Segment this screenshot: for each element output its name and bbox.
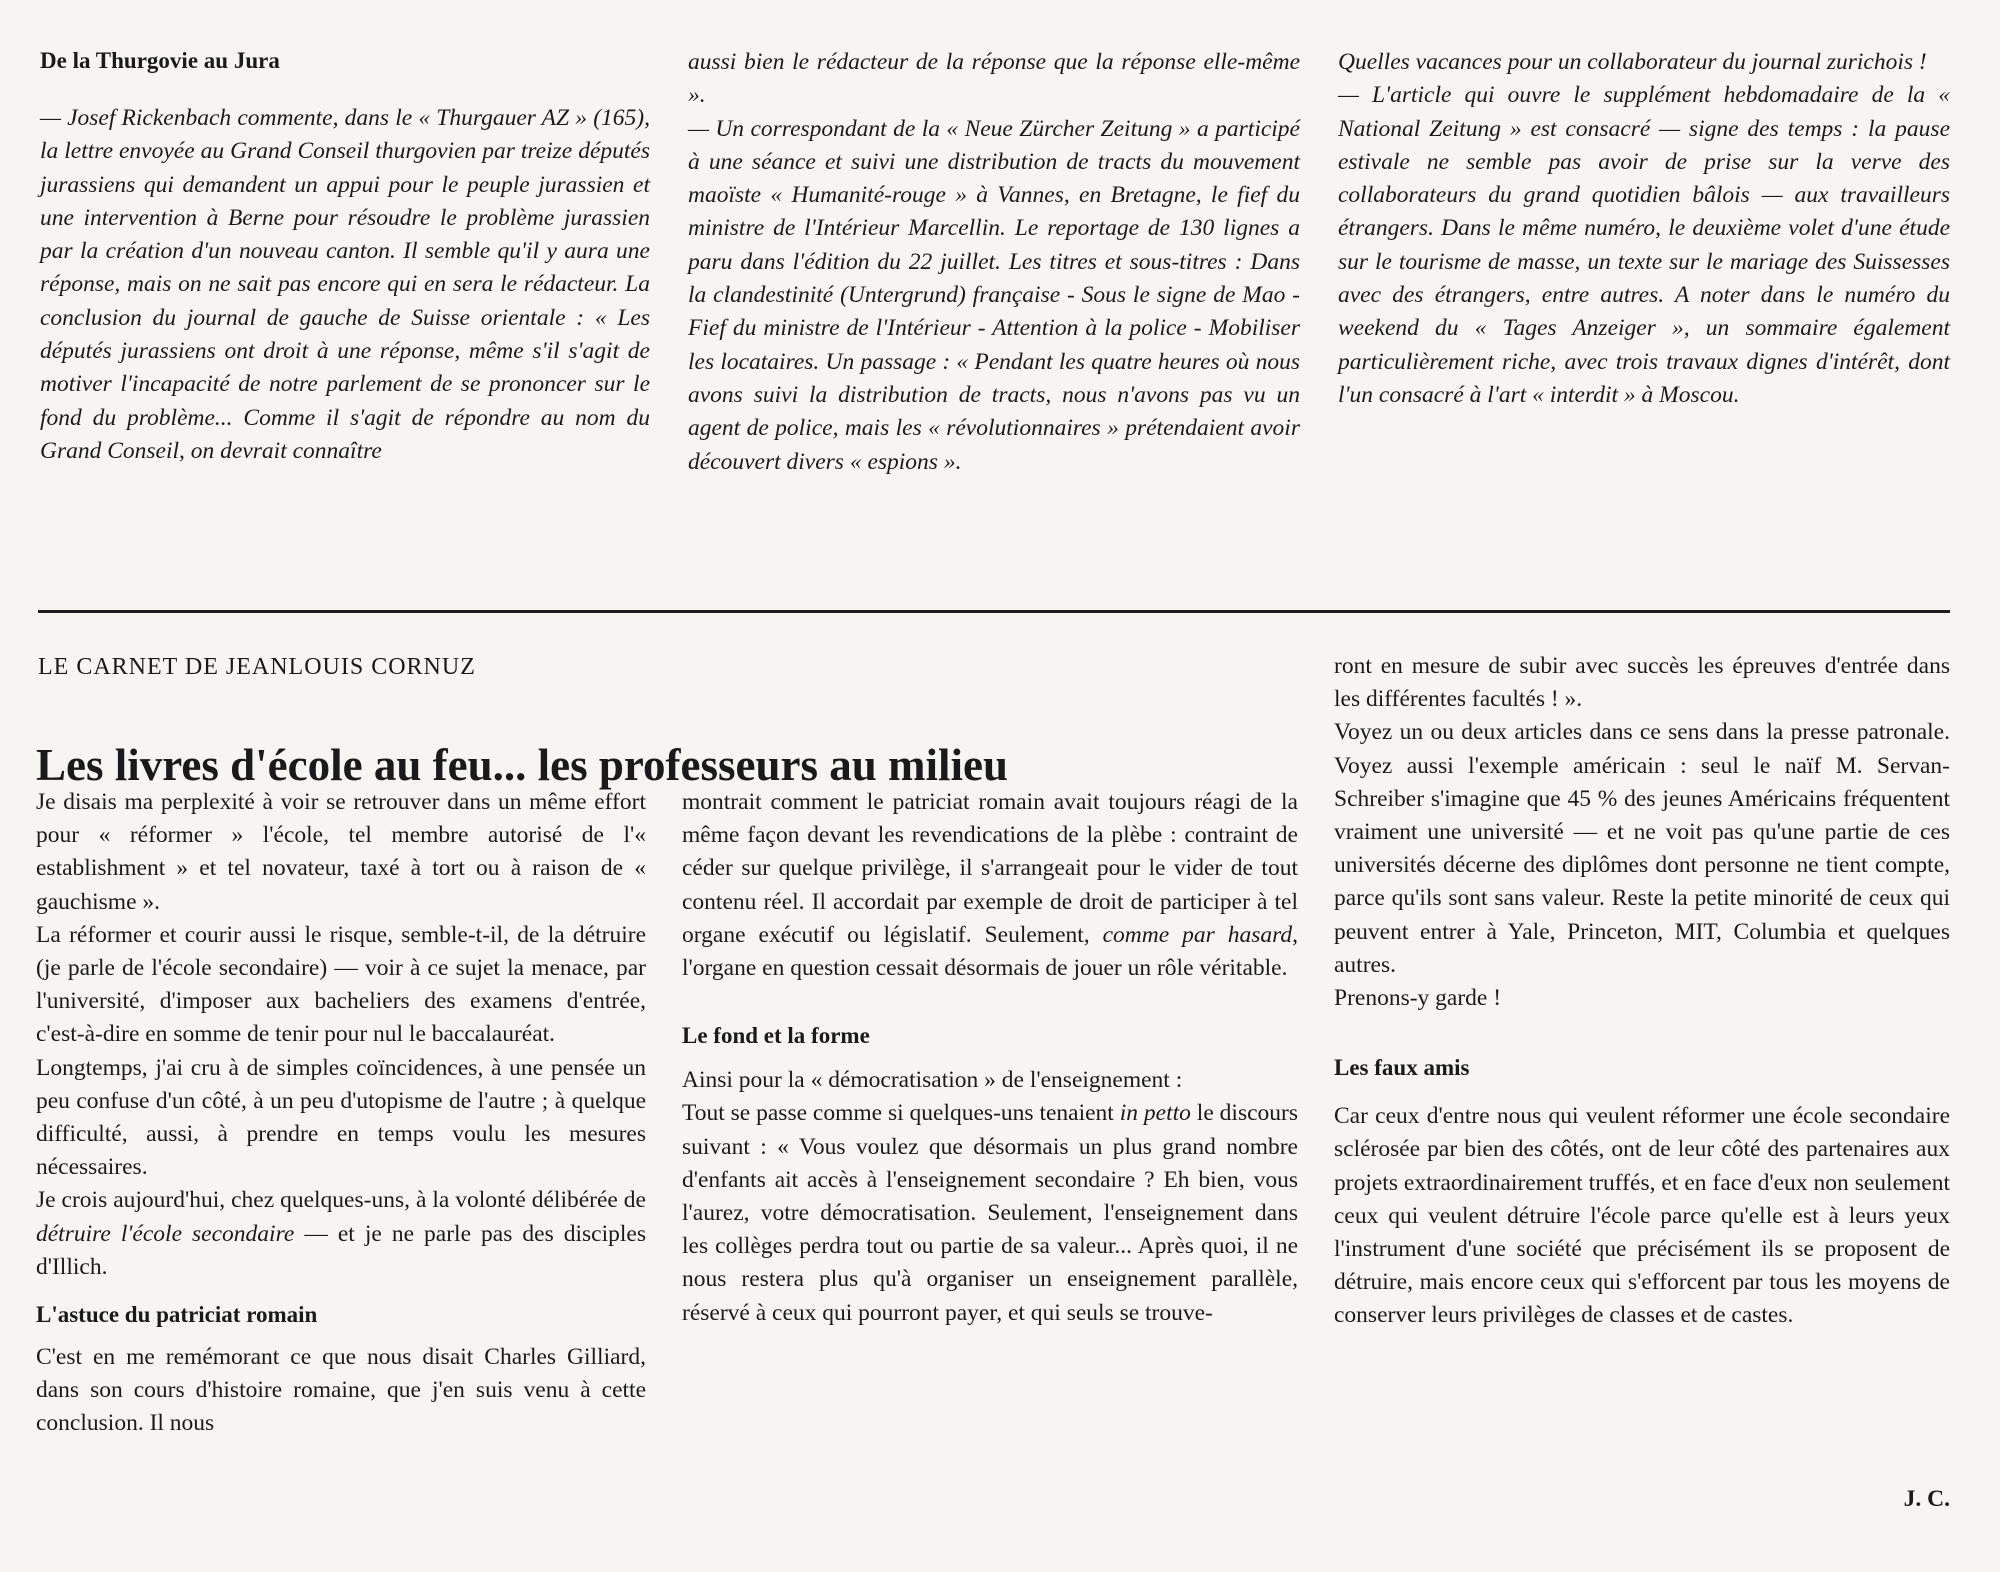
paragraph: C'est en me remémorant ce que nous disait Charles Gilliard, dans son cours d'histoire romaine, que j'en suis venu à cette conclusion. Il nous	[36, 1344, 646, 1437]
article-headline: Les livres d'école au feu... les professeurs au milieu	[36, 740, 1009, 791]
top-column-2	[688, 46, 1300, 479]
paragraph: Je disais ma perplexité à voir se retrouver dans un même effort pour « réformer » l'école, tel membre autorisé de l'« establishment » et tel novateur, taxé à tort ou à raison de « gauchisme ».	[36, 789, 646, 915]
article-column-2	[682, 786, 1298, 1330]
paragraph	[682, 1097, 1298, 1329]
paragraph: Voyez un ou deux articles dans ce sens dans la presse patronale. Voyez aussi l'exemple américain : seul le naïf M. Servan-Schreiber s'imagine que 45 % des jeunes Américains fréquentent vraiment une université — et ne voit pas qu'une partie de ces universités décerne des diplômes dont personne ne tient compte, parce qu'ils sont sans valeur. Reste la petite minorité de ceux qui peuvent entrer à Yale, Princeton, MIT, Columbia et quelques autres.	[1334, 719, 1950, 978]
top-column-1	[40, 46, 650, 468]
section-divider	[38, 610, 1950, 613]
section-heading-thurgovie: De la Thurgovie au Jura	[40, 48, 280, 73]
paragraph: Longtemps, j'ai cru à de simples coïncidences, à une pensée un peu confuse d'un côté, à un peu d'utopisme de l'autre ; à quelque difficulté, aussi, à prendre en temps voulu les mesures nécessaires.	[36, 1054, 646, 1181]
author-signature: J. C.	[1903, 1486, 1950, 1512]
paragraph	[682, 786, 1298, 985]
paragraph: Car ceux d'entre nous qui veulent réformer une école secondaire sclérosée par bien des côtés, ont de leur côté des partenaires aux projets extraordinairement truffés, et en face d'eux non seulement ceux qui veulent détruire l'école parce qu'elle est à leurs yeux l'instrument d'une société que précisément ils se proposent de détruire, mais encore ceux qui s'efforcent par tous les moyens de conserver leurs privilèges de classes et de castes.	[1334, 1103, 1950, 1329]
emphasis: détruire l'école secondaire	[36, 1220, 295, 1247]
paragraph: — Un correspondant de la « Neue Zürcher Zeitung » a participé à une séance et suivi une distribution de tracts du mouvement maoïste « Humanité-rouge » à Vannes, en Bretagne, le fief du ministre de l'Intérieur Marcellin. Le reportage de 130 lignes a paru dans l'édition du 22 juillet. Les titres et sous-titres : Dans la clandestinité (Untergrund) française - Sous le signe de Mao - Fief du ministre de l'Intérieur - Attention à la police - Mobiliser les locataires. Un passage : « Pendant les quatre heures où nous avons suivi la distribution de tracts, nous n'avons pas vu un agent de police, mais les « révolutionnaires » prétendaient avoir découvert divers « espions ».	[688, 115, 1300, 475]
column-kicker: LE CARNET DE JEANLOUIS CORNUZ	[38, 654, 476, 680]
paragraph: Quelles vacances pour un collaborateur du journal zurichois !	[1338, 49, 1927, 75]
paragraph: La réformer et courir aussi le risque, semble-t-il, de la détruire (je parle de l'école secondaire) — voir à ce sujet la menace, par l'université, d'imposer aux bacheliers des examens d'entrée, c'est-à-dire en somme de tenir pour nul le baccalauréat.	[36, 921, 646, 1048]
text-run: montrait comment le patriciat romain avait toujours réagi de la même façon devant les revendications de la plèbe : contraint de céder sur quelque privilège, il s'arrangeait pour le vider de tout contenu réel. Il accordait par exemple de droit de participer à tel organe exécutif ou législatif. Seulement,	[682, 789, 1298, 948]
paragraph	[36, 1184, 646, 1284]
emphasis: comme par hasard	[1102, 921, 1293, 948]
text-run: , l'organe en question cessait désormais de jouer un rôle véritable.	[682, 921, 1298, 982]
subheading-faux-amis: Les faux amis	[1334, 1055, 1470, 1081]
text-run: Tout se passe comme si quelques-uns tenaient	[682, 1100, 1120, 1127]
paragraph: Ainsi pour la « démocratisation » de l'enseignement :	[682, 1067, 1183, 1094]
text-run: — et je ne parle pas des disciples d'Illich.	[36, 1220, 646, 1280]
top-column-3	[1338, 46, 1950, 412]
paragraph: aussi bien le rédacteur de la réponse que la réponse elle-même ».	[688, 49, 1300, 109]
article-column-1	[36, 786, 646, 1441]
text-run: le discours suivant : « Vous voulez que désormais un plus grand nombre d'enfants ait accès à l'enseignement secondaire ? Eh bien, vous l'aurez, votre démocratisation. Seulement, l'enseignement dans les collèges perdra tout ou partie de sa valeur... Après quoi, il ne nous restera plus qu'à organiser un enseignement parallèle, réservé à ceux qui pourront payer, et qui seuls se trouve-	[682, 1100, 1298, 1326]
subheading-fond-forme: Le fond et la forme	[682, 1023, 870, 1049]
subheading-patriciat: L'astuce du patriciat romain	[36, 1302, 318, 1328]
paragraph: — Josef Rickenbach commente, dans le « Thurgauer AZ » (165), la lettre envoyée au Grand Conseil thurgovien par treize députés jurassiens qui demandent un appui pour le peuple jurassien et une intervention à Berne pour résoudre le problème jurassien par la création d'un nouveau canton. Il semble qu'il y aura une réponse, mais on ne sait pas encore qui en sera le rédacteur. La conclusion du journal de gauche de Suisse orientale : « Les députés jurassiens ont droit à une réponse, même s'il s'agit de motiver l'incapacité de notre parlement de se prononcer sur le fond du problème... Comme il s'agit de répondre au nom du Grand Conseil, on devrait connaître	[40, 105, 650, 464]
emphasis: in petto	[1119, 1100, 1191, 1127]
paragraph: — L'article qui ouvre le supplément hebdomadaire de la « National Zeitung » est consacré — signe des temps : la pause estivale ne semble pas avoir de prise sur la verve des collaborateurs du grand quotidien bâlois — aux travailleurs étrangers. Dans le même numéro, le deuxième volet d'une étude sur le tourisme de masse, un texte sur le mariage des Suissesses avec des étrangers, entre autres. A noter dans le numéro du weekend du « Tages Anzeiger », un sommaire également particulièrement riche, avec trois travaux dignes d'intérêt, dont l'un consacré à l'art « interdit » à Moscou.	[1338, 82, 1950, 408]
text-run: Je crois aujourd'hui, chez quelques-uns, à la volonté délibérée de	[36, 1187, 646, 1214]
paragraph: ront en mesure de subir avec succès les épreuves d'entrée dans les différentes facultés ! ».	[1334, 653, 1950, 713]
article-column-3	[1334, 650, 1950, 1333]
paragraph: Prenons-y garde !	[1334, 985, 1502, 1012]
